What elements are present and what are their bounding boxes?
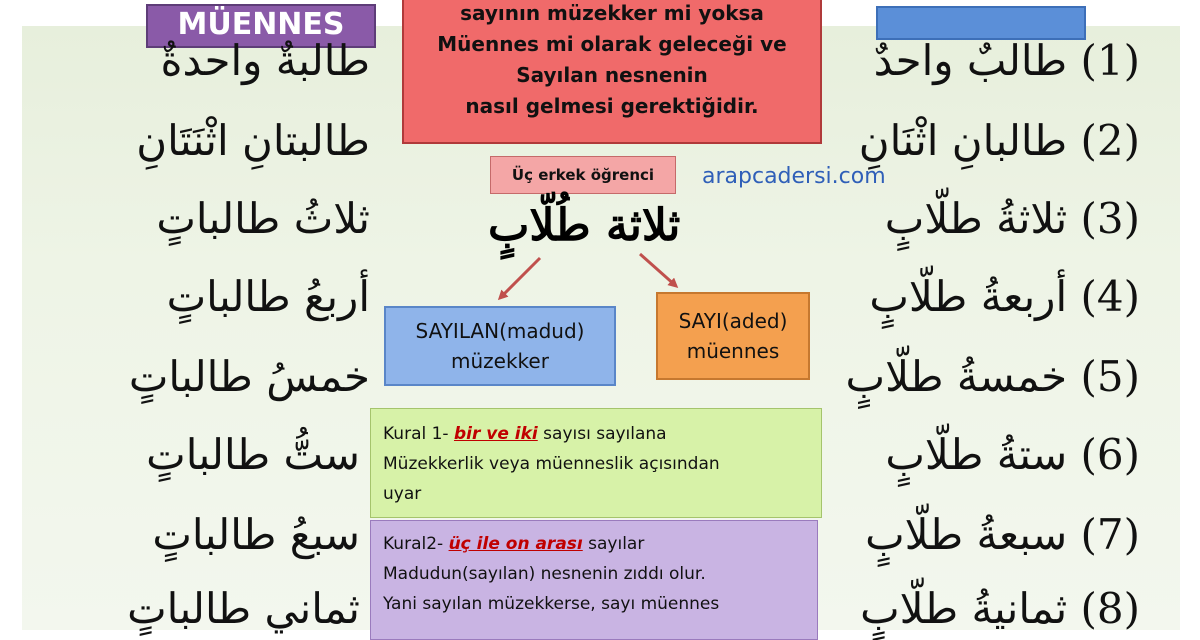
row-number: (1): [1080, 36, 1140, 85]
left-row-7: سبعُ طالباتٍ: [152, 510, 360, 559]
right-row-4: [840, 272, 1140, 321]
rule-2-line-2: Madudun(sayılan) nesnenin zıddı olur.: [383, 564, 706, 584]
arabic-phrase: ستةُ طلّابٍ: [885, 430, 1068, 479]
explanation-line-1: sayının müzekker mi yoksa: [460, 1, 764, 25]
sayi-box: [656, 292, 810, 380]
left-row-5: خمسُ طالباتٍ: [128, 352, 370, 401]
row-number: (5): [1080, 352, 1140, 401]
left-row-2: طالبتانِ اثْنَتَانِ: [136, 116, 370, 165]
row-number: (7): [1080, 510, 1140, 559]
arabic-phrase: أربعةُ طلّابٍ: [869, 272, 1068, 321]
left-row-6: ستُّ طالباتٍ: [146, 430, 360, 479]
arabic-phrase: خمسةُ طلّابٍ: [845, 352, 1068, 401]
rule-1-line-2: Müzekkerlik veya müenneslik açısından: [383, 454, 720, 474]
rule-2-rest: sayılar: [582, 534, 645, 554]
row-number: (3): [1080, 194, 1140, 243]
arabic-phrase: طالبانِ اثْنَانِ: [858, 116, 1068, 165]
right-row-5: [840, 352, 1140, 401]
right-row-1: [840, 36, 1140, 85]
left-row-4: أربعُ طالباتٍ: [166, 272, 370, 321]
rule-2-emphasis: üç ile on arası: [448, 534, 583, 554]
rule-2-line-3: Yani sayılan müzekkerse, sayı müennes: [383, 594, 720, 614]
sayilan-line-1: SAYILAN(madud): [415, 319, 585, 343]
rule-1-rest: sayısı sayılana: [537, 424, 667, 444]
sayi-line-2: müennes: [686, 339, 780, 363]
title-tab: MÜENNES: [146, 4, 376, 48]
arabic-phrase: ثلاثةُ طلّابٍ: [884, 194, 1068, 243]
arabic-phrase: طالبٌ واحدٌ: [873, 36, 1068, 85]
example-translation-label: Üç erkek öğrenci: [490, 156, 676, 194]
rule-2-line-1: [383, 529, 805, 559]
row-number: (4): [1080, 272, 1140, 321]
rule-1-emphasis: bir ve iki: [453, 424, 538, 444]
explanation-line-2: Müennes mi olarak geleceği ve: [437, 32, 787, 56]
right-row-6: [840, 430, 1140, 479]
right-row-7: [840, 510, 1140, 559]
arabic-phrase: سبعةُ طلّابٍ: [865, 510, 1068, 559]
sayi-line-1: SAYI(aded): [678, 309, 788, 333]
blue-header-tab: [876, 6, 1086, 40]
left-row-1: طالبةٌ واحدةٌ: [160, 36, 370, 85]
explanation-box: [402, 0, 822, 144]
row-number: (6): [1080, 430, 1140, 479]
rule-1-box: [370, 408, 822, 518]
sayilan-line-2: müzekker: [451, 349, 549, 373]
sayilan-box: [384, 306, 616, 386]
rule-1-line-1: [383, 419, 809, 449]
explanation-line-3: Sayılan nesnenin: [516, 63, 708, 87]
rule-2-box: [370, 520, 818, 640]
left-row-3: ثلاثُ طالباتٍ: [156, 194, 370, 243]
row-number: (8): [1080, 584, 1140, 633]
rule-1-prefix: Kural 1-: [383, 424, 454, 444]
rule-2-prefix: Kural2-: [383, 534, 449, 554]
right-row-8: [840, 584, 1140, 633]
left-row-8: ثماني طالباتٍ: [127, 584, 360, 633]
right-row-2: [840, 116, 1140, 165]
site-watermark: arapcadersi.com: [702, 164, 886, 189]
row-number: (2): [1080, 116, 1140, 165]
arabic-phrase: ثمانيةُ طلّابٍ: [860, 584, 1068, 633]
rule-1-line-3: uyar: [383, 484, 422, 504]
explanation-line-4: nasıl gelmesi gerektiğidir.: [465, 94, 759, 118]
example-arabic-phrase: ثلاثة طُلّابٍ: [488, 200, 681, 251]
right-row-3: [840, 194, 1140, 243]
